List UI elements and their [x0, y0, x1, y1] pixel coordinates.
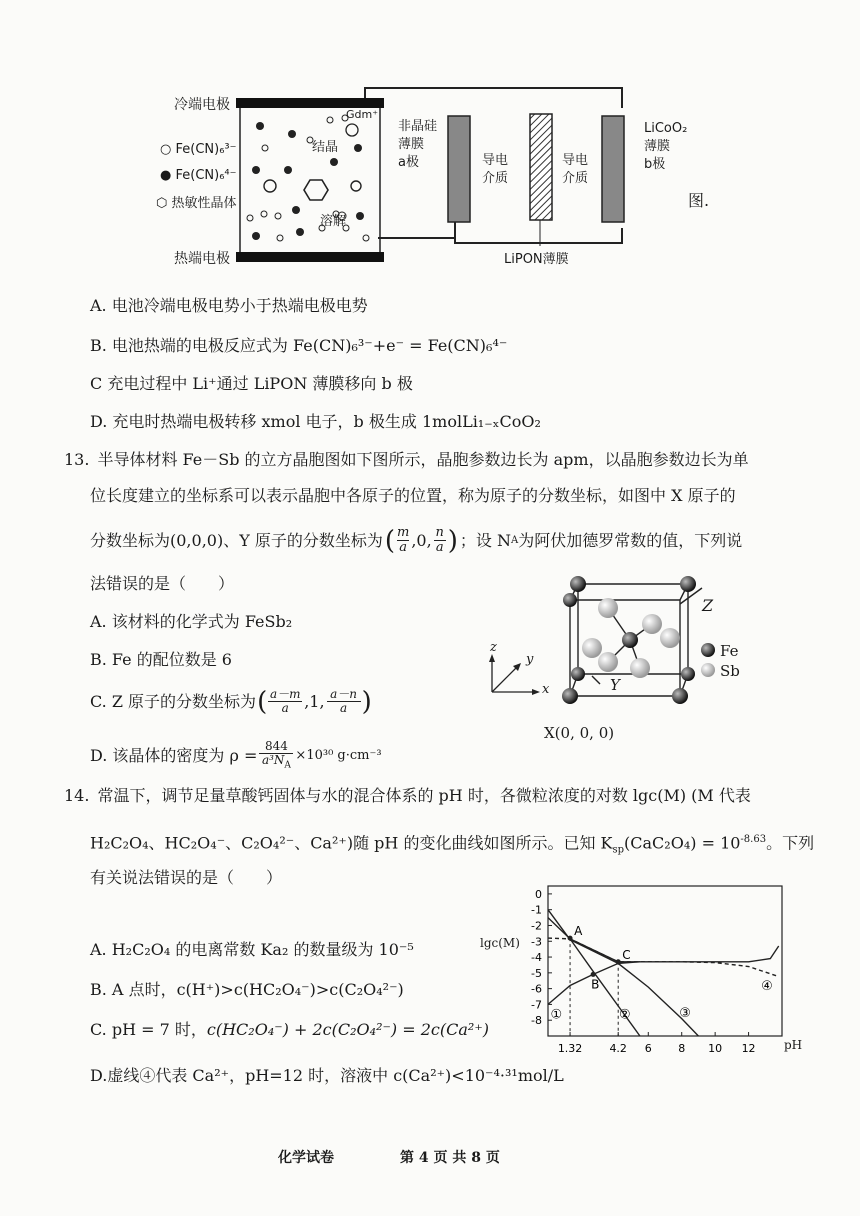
q13-option-b: B. Fe 的配位数是 6 [90, 650, 232, 669]
q14-number: 14. [64, 786, 90, 805]
y-frac-1-den: a [399, 540, 408, 555]
cathode-label-line-2: 薄膜 [644, 139, 671, 154]
q14-option-b: B. A 点时，c(H⁺)>c(HC₂O₄⁻)>c(C₂O₄²⁻) [90, 980, 404, 999]
q13-stem-line-2: 位长度建立的坐标系可以表示晶胞中各原子的位置，称为原子的分数坐标，如图中 X 原子的 [90, 486, 736, 505]
chart-series [548, 910, 779, 1036]
q14-stem-line-2 [90, 830, 814, 861]
crystal-x-label: X(0, 0, 0) [544, 724, 615, 742]
legend-label-fe3: Fe(CN)₆³⁻ [175, 142, 237, 157]
crystal-z-label: Z [702, 596, 714, 615]
crystallize-label: 结晶 [312, 140, 339, 155]
battery-diagram [156, 78, 720, 288]
chart-frame [548, 886, 782, 1036]
footer-page: 第 4 页 共 8 页 [400, 1150, 500, 1166]
y-frac-2-num: n [435, 525, 444, 540]
electrolyte-right-line-1: 导电 [562, 153, 589, 168]
y-frac-2 [434, 526, 446, 555]
anode-plate [448, 116, 470, 222]
y-tick-label: -7 [531, 998, 542, 1012]
q13-stem-1-text: 半导体材料 Fe－Sb 的立方晶胞图如下图所示，晶胞参数边长为 apm，以晶胞参数边长为单 [97, 450, 749, 469]
electrolyte-left-label [482, 152, 508, 188]
chart-ylabel: lgc(M) [480, 936, 520, 950]
cathode-plate [602, 116, 624, 222]
q14-ksp-sup: -8.63 [740, 834, 767, 845]
q14-stem-line-3: 有关说法错误的是（ ） [90, 868, 283, 887]
density-frac [259, 740, 293, 772]
bottom-wire [455, 228, 622, 243]
q14-stem-line-1 [64, 786, 751, 806]
x-tick-label: 1.32 [557, 1042, 583, 1055]
x-tick-label: 10 [708, 1042, 723, 1055]
cathode-label [644, 120, 687, 174]
hot-electrode-label: 热端电极 [174, 251, 230, 267]
battery-diagram-svg [160, 78, 720, 288]
legend-fe-label: Fe [720, 642, 739, 660]
point-label-C: C [622, 947, 631, 962]
q13-option-a: A. 该材料的化学式为 FeSb₂ [90, 612, 293, 631]
crystal-diagram [480, 568, 770, 748]
q12-option-d: D. 充电时热端电极转移 xmol 电子，b 极生成 1molLi₁₋ₓCoO₂ [90, 412, 541, 431]
q14-option-c [90, 1020, 489, 1040]
y-tick-label: -1 [531, 903, 542, 917]
dissolve-label: 溶解 [320, 214, 347, 229]
q14-stem-1-text: 常温下，调节足量草酸钙固体与水的混合体系的 pH 时，各微粒浓度的对数 lgc(M) (M 代表 [97, 786, 751, 805]
series-label-4: ④ [761, 979, 773, 995]
ph-chart [476, 876, 806, 1076]
point-label-A: A [574, 924, 583, 939]
z-frac-2 [327, 688, 361, 715]
q14-option-c-expr: c(HC₂O₄⁻) + 2c(C₂O₄²⁻) = 2c(Ca²⁺) [206, 1020, 490, 1039]
y-tick-label: 0 [535, 887, 542, 901]
q14-option-c-prefix: C. pH = 7 时， [90, 1020, 207, 1039]
q13-option-c-prefix: C. Z 原子的分数坐标为 [90, 691, 257, 711]
electrolyte-left-line-2: 介质 [482, 171, 509, 186]
q14-ksp-sub: sp [612, 844, 625, 856]
y-coord-bracket: ( [384, 525, 396, 556]
density-num: 844 [264, 739, 288, 753]
series-label-1: ① [550, 1007, 563, 1023]
legend-fe-sphere [701, 643, 715, 657]
point-B [591, 972, 596, 977]
q13-option-d [90, 740, 382, 772]
q12-option-a: A. 电池冷端电极电势小于热端电极电势 [90, 296, 368, 315]
q13-stem-3c: A [510, 534, 519, 546]
top-wire [365, 88, 622, 108]
q12-option-c: C 充电过程中 Li⁺通过 LiPON 薄膜移向 b 极 [90, 374, 413, 393]
x-tick-label: 12 [741, 1042, 756, 1055]
q12-option-b: B. 电池热端的电极反应式为 Fe(CN)₆³⁻+e⁻ = Fe(CN)₆⁴⁻ [90, 336, 508, 355]
q13-option-d-suffix: ×10³⁰ g·cm⁻³ [295, 748, 382, 764]
x-tick-label: 6 [644, 1042, 652, 1055]
x-tick-label: 4.2 [609, 1042, 627, 1055]
q14-option-d: D.虚线④代表 Ca²⁺，pH=12 时，溶液中 c(Ca²⁺)<10⁻⁴·³¹mol/L [90, 1066, 564, 1085]
q13-option-c: C. Z 原子的分数坐标为 ( a－m a ,1, a－n a ) [90, 686, 372, 717]
density-den-sub: A [284, 760, 291, 771]
gdm-label: Gdm⁺ [346, 108, 379, 121]
legend-hexagon: ⬡ 热敏性晶体 [156, 196, 237, 211]
legend-open-circle: ○ Fe(CN)₆³⁻ [160, 142, 237, 157]
z-frac-1 [268, 688, 302, 715]
cold-electrode-bar [236, 98, 384, 108]
hot-electrode-bar [236, 252, 384, 262]
q14-stem-2c: 。下列 [766, 833, 815, 853]
footer-subject: 化学试卷 [278, 1150, 334, 1166]
y-tick-label: -6 [531, 982, 542, 996]
y-tick-label: -2 [531, 919, 542, 933]
particles [247, 115, 369, 241]
q13-number: 13. [64, 450, 90, 469]
q13-stem-3b: ；设 N [459, 530, 511, 550]
y-tick-label: -4 [531, 951, 542, 965]
z-frac-1-num: a－m [269, 687, 301, 701]
legend-sb-sphere [701, 663, 715, 677]
q13-option-d-prefix: D. 该晶体的密度为 ρ = [90, 746, 258, 766]
z-mid: ,1, [304, 691, 325, 711]
y-tick-label: -8 [531, 1014, 542, 1028]
axis-x-label: x [542, 682, 550, 697]
saturation-curve [570, 939, 779, 962]
plot-area [548, 886, 782, 1036]
legend-label-crystal: 热敏性晶体 [171, 196, 237, 211]
q14-stem-2a: H₂C₂O₄、HC₂O₄⁻、C₂O₄²⁻、Ca²⁺)随 pH 的变化曲线如图所示。已知 K [90, 833, 613, 853]
anode-label-line-3: a极 [398, 155, 419, 170]
cold-electrode-label: 冷端电极 [174, 97, 230, 113]
series-label-3: ③ [679, 1006, 691, 1022]
electrolyte-right-label [562, 152, 588, 188]
q14-option-a: A. H₂C₂O₄ 的电离常数 Ka₂ 的数量级为 10⁻⁵ [90, 940, 414, 959]
legend-sb-label: Sb [720, 662, 740, 680]
cathode-label-line-1: LiCoO₂ [644, 121, 688, 136]
axis-z-label: z [490, 640, 497, 655]
axis-y-label: y [526, 652, 534, 667]
ph-chart-svg [476, 876, 806, 1076]
anode-label [398, 118, 437, 172]
y-frac-1 [397, 526, 409, 555]
crystal-y-label: Y [610, 676, 620, 694]
y-tick-label: -3 [531, 935, 542, 949]
q13-stem-line-1 [64, 450, 749, 470]
electrolyte-right-line-2: 介质 [562, 171, 589, 186]
y-frac-2-den: a [435, 540, 444, 555]
lipon-membrane [530, 114, 552, 220]
q13-stem-line-4: 法错误的是（ ） [90, 574, 235, 593]
chart-ticks [531, 888, 756, 1055]
x-tick-label: 8 [678, 1042, 686, 1055]
y-tick-label: -5 [531, 966, 542, 980]
density-den: a³N [261, 753, 285, 767]
point-A [568, 936, 573, 941]
figure-caption: 图. [688, 191, 710, 210]
z-frac-2-den: a [340, 701, 348, 715]
q13-stem-3d: 为阿伏加德罗常数的值，下列说 [518, 530, 743, 550]
electrolyte-left-line-1: 导电 [482, 153, 509, 168]
point-C [616, 959, 621, 964]
point-label-B: B [591, 977, 600, 992]
cathode-label-line-3: b极 [644, 157, 666, 172]
anode-label-line-2: 薄膜 [398, 137, 425, 152]
chart-xlabel: pH [784, 1038, 803, 1052]
series-label-2: ② [619, 1007, 631, 1023]
q13-stem-line-3: 分数坐标为(0,0,0)、Y 原子的分数坐标为 ( m a ,0, n a ) ；设 N A 为阿伏加德罗常数的值，下列说 [90, 525, 743, 556]
anode-label-line-1: 非晶硅 [398, 119, 438, 134]
y-frac-1-num: m [397, 525, 410, 540]
legend-label-fe4: Fe(CN)₆⁴⁻ [175, 168, 237, 183]
legend-filled-circle: ● Fe(CN)₆⁴⁻ [160, 168, 237, 183]
z-frac-2-num: a－n [330, 687, 358, 701]
q13-stem-3a: 分数坐标为(0,0,0)、Y 原子的分数坐标为 [90, 530, 383, 550]
lipon-label: LiPON薄膜 [504, 252, 569, 267]
hot-wire [378, 218, 455, 238]
z-frac-1-den: a [281, 701, 289, 715]
q14-stem-2b: (CaC₂O₄) = 10 [624, 833, 741, 853]
